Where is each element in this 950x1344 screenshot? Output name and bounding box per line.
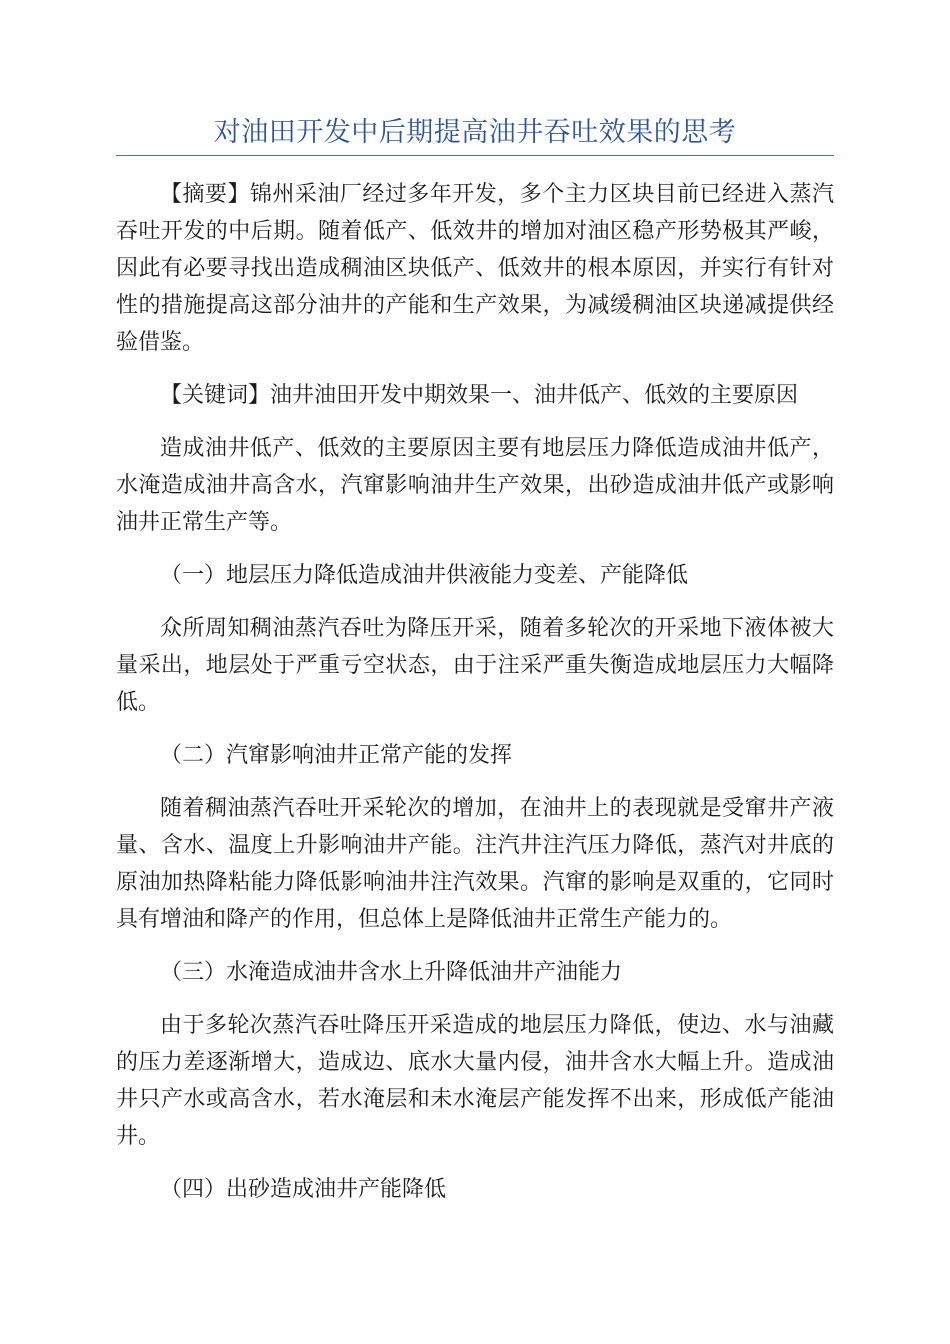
section-paragraph-2: 随着稠油蒸汽吞吐开采轮次的增加，在油井上的表现就是受窜井产液量、含水、温度上升影响油井产能。注汽井注汽压力降低，蒸汽对井底的原油加热降粘能力降低影响油井注汽效果。汽窜的影响是双重的，它同时具有增油和降产的作用，但总体上是降低油井正常生产能力的。 — [116, 796, 834, 932]
section-heading-4: （四）出砂造成油井产能降低 — [160, 1177, 447, 1202]
document-title: 对油田开发中后期提高油井吞吐效果的思考 — [213, 117, 737, 148]
title-underline — [116, 155, 834, 156]
abstract-paragraph: 【摘要】锦州采油厂经过多年开发，多个主力区块目前已经进入蒸汽吞吐开发的中后期。随着低产、低效井的增加对油区稳产形势极其严峻，因此有必要寻找出造成稠油区块低产、低效井的根本原因，并实行有针对性的措施提高这部分油井的产能和生产效果，为减缓稠油区块递减提供经验借鉴。 — [116, 182, 834, 355]
section-paragraph-3: 由于多轮次蒸汽吞吐降压开采造成的地层压力降低，使边、水与油藏的压力差逐渐增大，造成边、底水大量内侵，油井含水大幅上升。造成油井只产水或高含水，若水淹层和未水淹层产能发挥不出来，形成低产能油井。 — [116, 1013, 834, 1149]
section-heading-2: （二）汽窜影响油井正常产能的发挥 — [160, 743, 513, 768]
intro-paragraph: 造成油井低产、低效的主要原因主要有地层压力降低造成油井低产，水淹造成油井高含水，汽窜影响油井生产效果，出砂造成油井低产或影响油井正常生产等。 — [116, 436, 834, 535]
document-body — [116, 176, 834, 1224]
section-heading-3: （三）水淹造成油井含水上升降低油井产油能力 — [160, 960, 623, 985]
section-heading-1: （一）地层压力降低造成油井供液能力变差、产能降低 — [160, 563, 689, 588]
keywords-line: 【关键词】油井油田开发中期效果一、油井低产、低效的主要原因 — [160, 383, 799, 408]
section-paragraph-1: 众所周知稠油蒸汽吞吐为降压开采，随着多轮次的开采地下液体被大量采出，地层处于严重亏空状态，由于注采严重失衡造成地层压力大幅降低。 — [116, 616, 834, 715]
